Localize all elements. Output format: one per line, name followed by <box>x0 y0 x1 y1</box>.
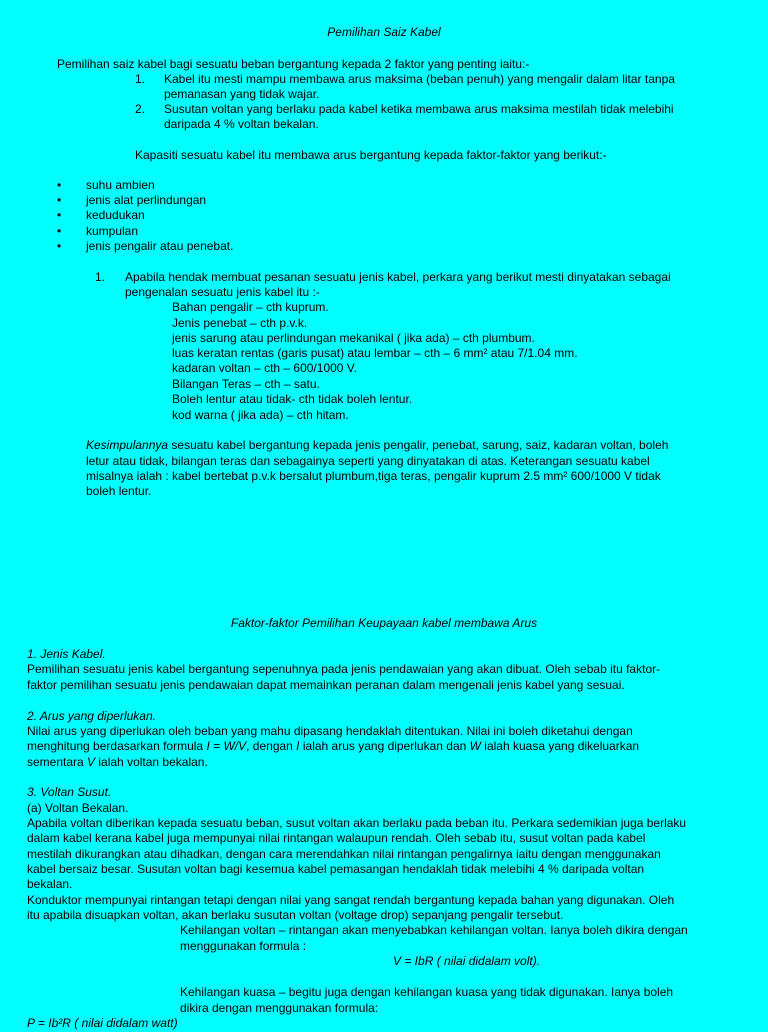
spec-line: Boleh lentur atau tidak- cth tidak boleh lentur. <box>172 392 413 406</box>
power-loss-line-2: dikira dengan menggunakan formula: <box>180 1001 379 1015</box>
numbered-item-2-line-1: Susutan voltan yang berlaku pada kabel ketika membawa arus maksima mestilah tidak melebihi <box>164 102 674 116</box>
bullet-item: jenis alat perlindungan <box>86 193 207 207</box>
section-3-line: bekalan. <box>27 877 73 891</box>
section-2-line-1: Nilai arus yang diperlukan oleh beban yang mahu dipasang hendaklah ditentukan. Nilai ini boleh diketahui dengan <box>27 724 633 738</box>
section-3-line: Apabila voltan diberikan kepada sesuatu beban, susut voltan akan berlaku pada beban itu. Perkara sedemikian juga berlaku <box>27 816 687 830</box>
spec-line: kadaran voltan – cth – 600/1000 V. <box>172 361 358 375</box>
page-title: Pemilihan Saiz Kabel <box>327 25 441 39</box>
spec-line: kod warna ( jika ada) – cth hitam. <box>172 408 349 422</box>
text-run: ialah kuasa yang dikeluarkan <box>480 739 640 753</box>
voltage-loss-line-2: menggunakan formula : <box>180 939 307 953</box>
section-1-heading: 1. Jenis Kabel. <box>27 647 106 661</box>
order-item-number: 1. <box>95 270 106 284</box>
bullet-icon: • <box>57 239 62 253</box>
variable-i: I <box>296 739 300 753</box>
conclusion-line-4: boleh lentur. <box>86 484 152 498</box>
section-3-line: dalam kabel kerana kabel juga mempunyai nilai rintangan walaupun rendah. Oleh sebab itu, susut voltan pada kabel <box>27 831 646 845</box>
text-run: sementara <box>27 755 88 769</box>
intro-text: Pemilihan saiz kabel bagi sesuatu beban bergantung kepada 2 faktor yang penting iaitu:- <box>57 57 530 71</box>
power-formula: P = Ib²R ( nilai didalam watt) <box>27 1016 178 1030</box>
spec-line: jenis sarung atau perlindungan mekanikal ( jika ada) – cth plumbum. <box>172 331 535 345</box>
voltage-loss-line-1: Kehilangan voltan – rintangan akan menyebabkan kehilangan voltan. Ianya boleh dikira dengan <box>180 923 688 937</box>
order-item-line-2: pengenalan sesuatu jenis kabel itu :- <box>125 285 320 299</box>
section-2-line-2 <box>27 739 639 755</box>
numbered-item-1-line-2: pemanasan yang tidak wajar. <box>164 87 320 101</box>
order-item-line-1: Apabila hendak membuat pesanan sesuatu jenis kabel, perkara yang berikut mesti dinyatakan sebagai <box>125 270 671 284</box>
bullet-icon: • <box>57 208 62 222</box>
conclusion-lead: Kesimpulannya <box>86 438 169 452</box>
section-3-line: kabel bersaiz besar. Susutan voltan bagi kesemua kabel pemasangan hendaklah tidak melebihi 4 % daripada voltan <box>27 862 645 876</box>
voltage-formula: V = IbR ( nilai didalam volt). <box>393 954 541 968</box>
numbered-item-1-number: 1. <box>135 72 146 86</box>
section-1-line-2: faktor pemilihan sesuatu jenis pendawaian dapat memainkan peranan dalam mengenali jenis kabel yang sesuai. <box>27 678 625 692</box>
variable-v: V <box>87 755 96 769</box>
power-loss-line-1: Kehilangan kuasa – begitu juga dengan kehilangan kuasa yang tidak digunakan. Ianya boleh <box>180 985 674 999</box>
conclusion-line-1 <box>86 438 668 454</box>
bullet-item: kumpulan <box>86 224 139 238</box>
section-3-line: Konduktor mempunyai rintangan tetapi dengan nilai yang sangat rendah bergantung kepada bahan yang digunakan. Oleh <box>27 893 675 907</box>
section-3-subheading: (a) Voltan Bekalan. <box>27 801 129 815</box>
bullet-icon: • <box>57 178 62 192</box>
section-1-line-1: Pemilihan sesuatu jenis kabel bergantung sepenuhnya pada jenis pendawaian yang akan dibuat. Oleh sebab itu faktor- <box>27 662 661 676</box>
section-3-line: mestilah dikurangkan atau dihadkan, dengan cara merendahkan nilai rintangan pengalirnya iaitu dengan menggunakan <box>27 847 661 861</box>
conclusion-line-3: misalnya ialah : kabel bertebat p.v.k bersalut plumbum,tiga teras, pengalir kuprum 2.5 mm² 600/1000 V tidak <box>86 469 661 483</box>
section-title: Faktor-faktor Pemilihan Keupayaan kabel membawa Arus <box>230 616 538 630</box>
bullet-icon: • <box>57 193 62 207</box>
bullet-item: kedudukan <box>86 208 145 222</box>
conclusion-line-1-rest: sesuatu kabel bergantung kepada jenis pengalir, penebat, sarung, saiz, kadaran voltan, boleh <box>168 438 669 452</box>
bullet-icon: • <box>57 224 62 238</box>
conclusion-line-2: letur atau tidak, bilangan teras dan sebagainya seperti yang dinyatakan di atas. Keterangan sesuatu kabel <box>86 454 650 468</box>
spec-line: luas keratan rentas (garis pusat) atau lembar – cth – 6 mm² atau 7/1.04 mm. <box>172 346 578 360</box>
numbered-item-2-number: 2. <box>135 102 146 116</box>
section-3-heading: 3. Voltan Susut. <box>27 785 112 799</box>
current-formula: I = W/V <box>206 739 247 753</box>
text-run: menghitung berdasarkan formula <box>27 739 207 753</box>
text-run: , dengan <box>246 739 297 753</box>
spec-line: Jenis penebat – cth p.v.k. <box>172 316 308 330</box>
section-2-heading: 2. Arus yang diperlukan. <box>27 709 156 723</box>
section-2-line-3 <box>27 755 208 771</box>
numbered-item-2-line-2: daripada 4 % voltan bekalan. <box>164 117 319 131</box>
text-run: ialah arus yang diperlukan dan <box>299 739 470 753</box>
section-3-line: itu apabila disuapkan voltan, akan berlaku susutan voltan (voltage drop) sepanjang pengalir tersebut. <box>27 908 564 922</box>
spec-line: Bahan pengalir – cth kuprum. <box>172 300 329 314</box>
bullet-item: jenis pengalir atau penebat. <box>86 239 234 253</box>
spec-line: Bilangan Teras – cth – satu. <box>172 377 320 391</box>
numbered-item-1-line-1: Kabel itu mesti mampu membawa arus maksima (beban penuh) yang mengalir dalam litar tanpa <box>164 72 675 86</box>
capacity-intro: Kapasiti sesuatu kabel itu membawa arus bergantung kepada faktor-faktor yang berikut:- <box>135 148 607 162</box>
text-run: ialah voltan bekalan. <box>95 755 208 769</box>
bullet-item: suhu ambien <box>86 178 155 192</box>
variable-w: W <box>469 739 481 753</box>
